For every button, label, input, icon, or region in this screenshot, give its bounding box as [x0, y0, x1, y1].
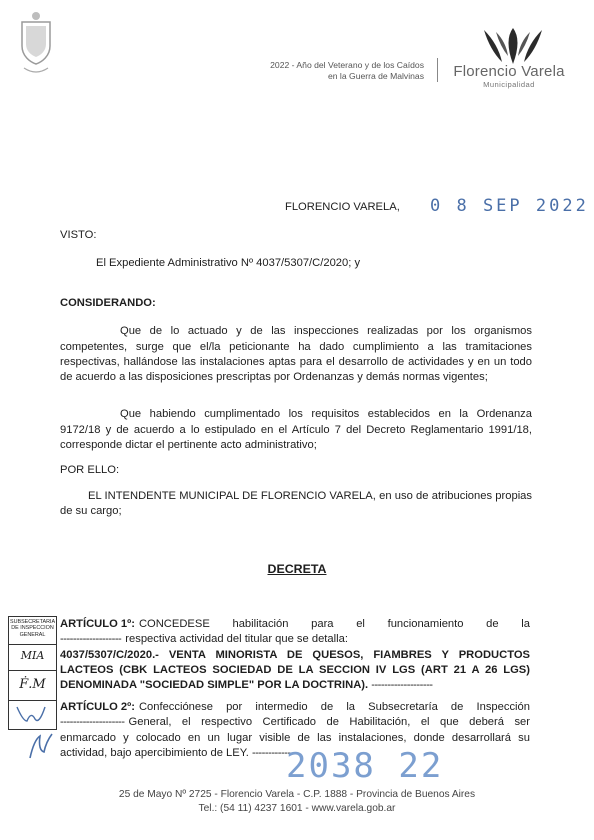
considerando-p1-body: competentes, surge que el/la peticionante ha dado cumplimiento a las tramitaciones respectivas, hallándose las instalaciones aptas para el desarrollo de actividades y en un todo de acuerdo a las disposiciones prescriptas por Ordenanzas y demás normas vigentes;	[60, 340, 532, 384]
year-motto	[200, 60, 424, 82]
articulo-2-line-1: Confecciónese por intermedio de la Subsecretaría de Inspección	[138, 701, 530, 713]
articulo-1-line-1: CONCEDESE habilitación para el funcionamiento de la	[138, 618, 530, 630]
inspection-stamp-title: SUBSECRETARIA DE INSPECCION GENERAL	[9, 617, 56, 645]
year-motto-line-1: 2022 - Año del Veterano y de los Caídos	[270, 60, 424, 70]
header-divider	[437, 58, 438, 82]
articulo-1-tail-dashes: -------------------	[371, 679, 433, 692]
year-motto-line-2: en la Guerra de Malvinas	[327, 71, 424, 81]
articulo-2-dashes: --------------------	[60, 716, 125, 729]
visto-heading: VISTO:	[60, 229, 97, 241]
articulo-1	[60, 617, 530, 693]
articulo-2-body: enmarcado y colocado en un lugar visible de las instalaciones, donde desarrollará su actividad, bajo apercibimiento de LEY.	[60, 731, 530, 759]
visto-text: El Expediente Administrativo Nº 4037/5307/C/2020; y	[96, 257, 361, 269]
articulo-2-label: ARTÍCULO 2º:	[60, 701, 135, 713]
articulo-1-line-2: respectiva actividad del titular que se detalla:	[125, 633, 348, 646]
footer-address: 25 de Mayo Nº 2725 - Florencio Varela - C.P. 1888 - Provincia de Buenos Aires	[118, 789, 476, 800]
margin-signature	[26, 728, 56, 764]
date-stamp: 0 8 SEP 2022	[430, 196, 589, 216]
stamp-initials-1: MIA	[9, 645, 56, 671]
articulo-1-label: ARTÍCULO 1º:	[60, 618, 135, 630]
decreta-heading: DECRETA	[267, 562, 327, 576]
brand-subtitle: Municipalidad	[483, 80, 535, 89]
considerando-p1-first-line: Que de lo actuado y de las inspecciones realizadas por los organismos	[120, 325, 532, 337]
municipal-crest	[14, 8, 58, 80]
considerando-p2-first-line: Que habiendo cumplimentado los requisitos establecidos en la Ordenanza	[120, 408, 532, 420]
stamp-initials-2: Ḟ.M	[9, 671, 56, 701]
por-ello-heading: POR ELLO:	[60, 464, 120, 476]
articulo-1-dashes: -------------------	[60, 633, 122, 646]
decree-number-stamp: 2038 22	[286, 746, 444, 786]
stamp-signature-cell	[9, 701, 56, 727]
considerando-heading: CONSIDERANDO:	[60, 297, 156, 309]
articulo-2-tail-dashes: ------------	[251, 746, 291, 759]
por-ello-text: EL INTENDENTE MUNICIPAL DE FLORENCIO VARELA, en uso de atribuciones propias de su cargo;	[60, 490, 532, 518]
florencio-varela-logo	[480, 26, 546, 66]
brand-name: Florencio Varela	[453, 63, 565, 80]
articulo-2-line-2: General, el respectivo Certificado de Habilitación, el que deberá ser	[128, 716, 530, 729]
dateline-place: FLORENCIO VARELA,	[285, 201, 400, 213]
inspection-stamp	[8, 616, 57, 730]
articulo-1-activity: 4037/5307/C/2020.- VENTA MINORISTA DE QUESOS, FIAMBRES Y PRODUCTOS LACTEOS (CBK LACTEOS SOCIEDAD DE LA SECCION IV LGS (ART 21 A 26 LGS) DENOMINADA "SOCIEDAD SIMPLE" POR LA DOCTRINA).	[60, 648, 530, 692]
considerando-p2-body: 9172/18 y de acuerdo a lo estipulado en el Artículo 7 del Decreto Reglamentario 1991/18, corresponde dictar el pertinente acto administrativo;	[60, 423, 532, 451]
footer-contact: Tel.: (54 11) 4237 1601 - www.varela.gob.ar	[198, 803, 396, 814]
